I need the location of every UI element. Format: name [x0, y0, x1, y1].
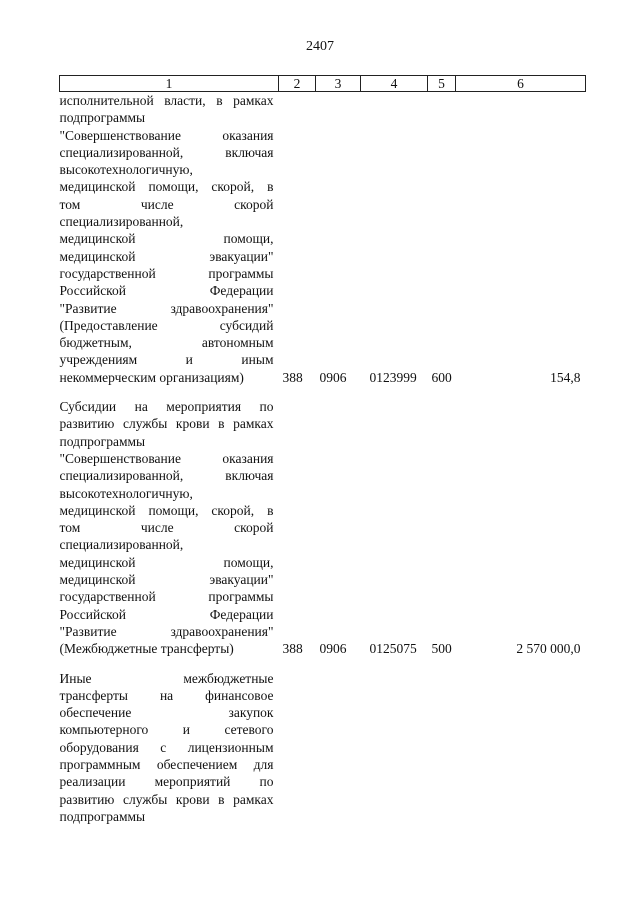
description-line: медицинской помощи, [59, 554, 274, 570]
description-line: Российской Федерации [59, 606, 274, 622]
description-line: "Совершенствование оказания [59, 450, 274, 466]
description-line: некоммерческим организациям) [59, 369, 244, 385]
cell-expense-type: 600 [431, 369, 452, 385]
row-spacer [60, 658, 586, 670]
description-line: (Межбюджетные трансферты) [59, 641, 234, 657]
table-row [60, 670, 586, 826]
description-line: Российской Федерации [59, 283, 274, 299]
column-header-3: 3 [316, 76, 361, 92]
description-line: специализированной, [59, 537, 184, 553]
description-line: подпрограммы [59, 808, 146, 824]
description-line: развитию службы крови в рамках [59, 791, 274, 807]
description-line: специализированной, включая [59, 144, 274, 160]
cell-ministry-code [279, 670, 316, 826]
cell-expense-type: 500 [431, 641, 452, 657]
description-line: компьютерного и сетевого [59, 722, 274, 738]
cell-section-code: 0906 [319, 641, 347, 657]
cell-ministry-code: 388 [282, 641, 303, 657]
description-line: медицинской эвакуации" [59, 572, 274, 588]
description-line: оборудования с лицензионным [59, 739, 274, 755]
column-header-5: 5 [428, 76, 456, 92]
description-line: учреждениям и иным [59, 352, 274, 368]
description-line: специализированной, включая [59, 468, 274, 484]
description-line: подпрограммы [59, 433, 146, 449]
description-line: Иные межбюджетные [59, 670, 274, 686]
description-line: медицинской помощи, скорой, в [59, 179, 274, 195]
cell-amount: 154,8 [550, 369, 581, 385]
description-line: трансферты на финансовое [59, 687, 274, 703]
row-description [60, 398, 279, 657]
cell-target-article: 0123999 [369, 369, 417, 385]
description-line: подпрограммы [59, 110, 146, 126]
description-line: (Предоставление субсидий [59, 317, 274, 333]
column-header-4: 4 [361, 76, 428, 92]
column-header-2: 2 [279, 76, 316, 92]
row-description [60, 670, 279, 826]
description-line: государственной программы [59, 265, 274, 281]
description-line: "Развитие здравоохранения" [59, 300, 274, 316]
table-header-row [60, 76, 586, 92]
description-line: государственной программы [59, 589, 274, 605]
description-line: высокотехнологичную, [59, 162, 193, 178]
description-line: специализированной, [59, 214, 184, 230]
description-line: медицинской помощи, скорой, в [59, 502, 274, 518]
cell-section-code [316, 670, 361, 826]
cell-target-article [361, 670, 428, 826]
description-line: развитию службы крови в рамках [59, 416, 274, 432]
description-line: "Совершенствование оказания [59, 127, 274, 143]
row-spacer [60, 386, 586, 398]
description-line: Субсидии на мероприятия по [59, 399, 274, 415]
description-line: обеспечение закупок [59, 705, 274, 721]
table-row [60, 92, 586, 387]
row-description [60, 92, 279, 387]
cell-amount: 2 570 000,0 [516, 641, 581, 657]
table-row [60, 398, 586, 657]
cell-ministry-code: 388 [282, 369, 303, 385]
cell-target-article: 0125075 [369, 641, 417, 657]
description-line: том числе скорой [59, 196, 274, 212]
page-number: 2407 [306, 39, 334, 54]
description-line: высокотехнологичную, [59, 485, 193, 501]
description-line: медицинской эвакуации" [59, 248, 274, 264]
cell-section-code: 0906 [319, 369, 347, 385]
column-header-1: 1 [60, 76, 279, 92]
description-line: бюджетным, автономным [59, 335, 274, 351]
cell-expense-type [428, 670, 456, 826]
column-header-6: 6 [456, 76, 586, 92]
description-line: том числе скорой [59, 520, 274, 536]
description-line: реализации мероприятий по [59, 774, 274, 790]
description-line: программным обеспечением для [59, 756, 274, 772]
description-line: "Развитие здравоохранения" [59, 623, 274, 639]
budget-table [59, 75, 586, 825]
description-line: медицинской помощи, [59, 231, 274, 247]
cell-amount [456, 670, 586, 826]
description-line: исполнительной власти, в рамках [59, 93, 274, 108]
